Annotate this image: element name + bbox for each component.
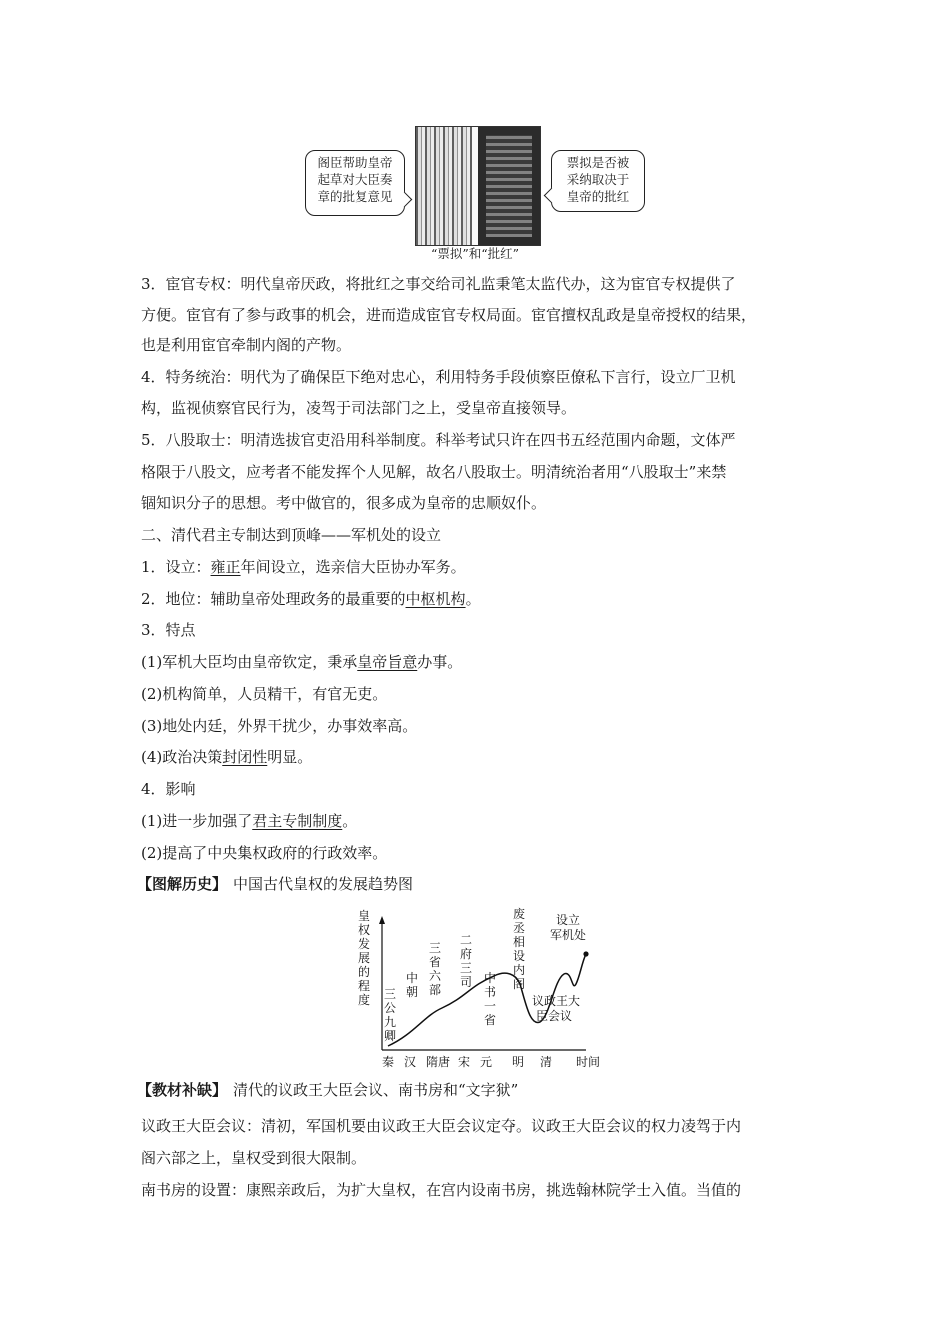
answer-emperor-will: 皇帝旨意 (357, 653, 418, 671)
y-axis-label (358, 909, 370, 1007)
x-tick-label: 元 (479, 1055, 493, 1069)
annotation-char: 三 (459, 961, 473, 975)
x-category-labels (382, 1054, 552, 1069)
chart-annotations (384, 907, 586, 1043)
item-establish: 1．设立：雍正年间设立，选亲信大臣协办军务。 (141, 558, 466, 576)
para4-line1: 4．特务统治：明代为了确保臣下绝对忠心，利用特务手段侦察臣僚私下言行，设立厂卫机 (141, 368, 736, 386)
ylabel-char: 发 (357, 937, 371, 951)
ylabel-char: 权 (357, 923, 371, 937)
y-axis-arrow (379, 916, 385, 924)
annotation-char: 丞 (512, 921, 526, 935)
annotation-char: 设 (512, 949, 526, 963)
ylabel-char: 程 (357, 979, 371, 993)
para4-line2: 构，监视侦察官民行为，凌驾于司法部门之上，受皇帝直接领导。 (141, 399, 577, 417)
annotation-char: 三 (428, 941, 442, 955)
annotation-label: 臣会议 (535, 1009, 573, 1023)
annotation-char: 阁 (512, 977, 526, 991)
x-tick-label: 宋 (457, 1055, 471, 1069)
jiaocai-p2-line1: 南书房的设置：康熙亲政后，为扩大皇权，在宫内设南书房，挑选翰林院学士入值。当值的 (141, 1181, 742, 1199)
tujie-title: 中国古代皇权的发展趋势图 (233, 875, 414, 893)
tujie-heading (137, 874, 413, 894)
annotation-label: 朝 (405, 985, 419, 999)
annotation-char: 三 (383, 987, 397, 1001)
jiaocai-p1-line1: 议政王大臣会议：清初，军国机要由议政王大臣会议定夺。议政王大臣会议的权力凌驾于内 (141, 1117, 742, 1135)
x-tick-label: 秦 (381, 1055, 395, 1069)
annotation-char: 九 (383, 1015, 397, 1029)
speech-bubble-left: 阁臣帮助皇帝 起草对大臣奏 章的批复意见 (305, 150, 405, 216)
annotation-char: 六 (428, 969, 442, 983)
jiaocai-p1-line2: 阁六部之上，皇权受到很大限制。 (141, 1149, 367, 1167)
ylabel-char: 的 (357, 965, 371, 979)
ylabel-char: 展 (357, 951, 371, 965)
piaoni-pihong-figure (305, 122, 645, 262)
feature-4: (4)政治决策封闭性明显。 (141, 748, 313, 766)
answer-central-organ: 中枢机构 (405, 590, 466, 608)
annotation-label: 设立 (555, 913, 581, 927)
annotation-char: 公 (383, 1001, 397, 1015)
annotation-char: 废 (512, 907, 526, 921)
archive-document-image (415, 126, 541, 246)
annotation-label: 议政王大 (531, 994, 581, 1008)
jiaocai-title: 清代的议政王大臣会议、南书房和“文字狱” (233, 1081, 519, 1099)
annotation-label: 中 (405, 971, 419, 985)
annotation-label: 军机处 (549, 928, 587, 942)
para5-line3: 锢知识分子的思想。考中做官的，很多成为皇帝的忠顺奴仆。 (141, 494, 547, 512)
section2-heading: 二、清代君主专制达到顶峰——军机处的设立 (141, 526, 442, 544)
para3-line1: 3．宦官专权：明代皇帝厌政，将批红之事交给司礼监秉笔太监代办，这为宦官专权提供了 (141, 275, 736, 293)
answer-closedness: 封闭性 (222, 748, 268, 766)
annotation-char: 中 (483, 971, 497, 985)
answer-autocracy: 君主专制制度 (252, 812, 343, 830)
effect-2: (2)提高了中央集权政府的行政效率。 (141, 844, 388, 862)
annotation-char: 司 (459, 975, 473, 989)
x-axis-label: 时间 (576, 1055, 601, 1069)
item-influence: 4．影响 (141, 780, 196, 798)
x-tick-label: 隋唐 (425, 1055, 451, 1069)
imperial-power-trend-chart (354, 904, 601, 1070)
annotation-char: 相 (512, 935, 526, 949)
speech-bubble-right: 票拟是否被 采纳取决于 皇帝的批红 (551, 150, 645, 212)
trend-endpoint (583, 951, 588, 956)
annotation-char: 一 (483, 999, 497, 1013)
annotation-char: 书 (483, 985, 497, 999)
feature-3: (3)地处内廷，外界干扰少，办事效率高。 (141, 717, 418, 735)
para3-line3: 也是利用宦官牵制内阁的产物。 (141, 336, 352, 354)
x-tick-label: 清 (539, 1055, 553, 1069)
tujie-tag: 【图解历史】 (137, 875, 228, 893)
annotation-char: 府 (459, 947, 473, 961)
feature-1: (1)军机大臣均由皇帝钦定，秉承皇帝旨意办事。 (141, 653, 463, 671)
annotation-char: 部 (428, 983, 442, 997)
annotation-char: 省 (483, 1013, 497, 1027)
x-tick-label: 明 (511, 1055, 525, 1069)
annotation-char: 卿 (383, 1029, 397, 1043)
ylabel-char: 皇 (357, 909, 371, 923)
annotation-char: 二 (459, 933, 473, 947)
para5-line2: 格限于八股文，应考者不能发挥个人见解，故名八股取士。明清统治者用“八股取士”来禁 (141, 463, 727, 481)
ylabel-char: 度 (357, 993, 371, 1007)
feature-2: (2)机构简单，人员精干，有官无吏。 (141, 685, 388, 703)
jiaocai-heading (137, 1080, 518, 1100)
para5-line1: 5．八股取士：明清选拔官吏沿用科举制度。科举考试只许在四书五经范围内命题，文体严 (141, 431, 736, 449)
item-status: 2．地位：辅助皇帝处理政务的最重要的中枢机构。 (141, 590, 481, 608)
effect-1: (1)进一步加强了君主专制制度。 (141, 812, 358, 830)
jiaocai-tag: 【教材补缺】 (137, 1081, 228, 1099)
para3-line2: 方便。宦官有了参与政事的机会，进而造成宦官专权局面。宦官擅权乱政是皇帝授权的结果， (141, 306, 757, 324)
annotation-char: 内 (512, 963, 526, 977)
figure-caption: “票拟”和“批红” (430, 246, 520, 261)
x-tick-label: 汉 (403, 1055, 417, 1069)
trend-chart-svg (354, 904, 601, 1070)
item-features: 3．特点 (141, 621, 196, 639)
annotation-char: 省 (428, 955, 442, 969)
answer-yongzheng: 雍正 (210, 558, 241, 576)
